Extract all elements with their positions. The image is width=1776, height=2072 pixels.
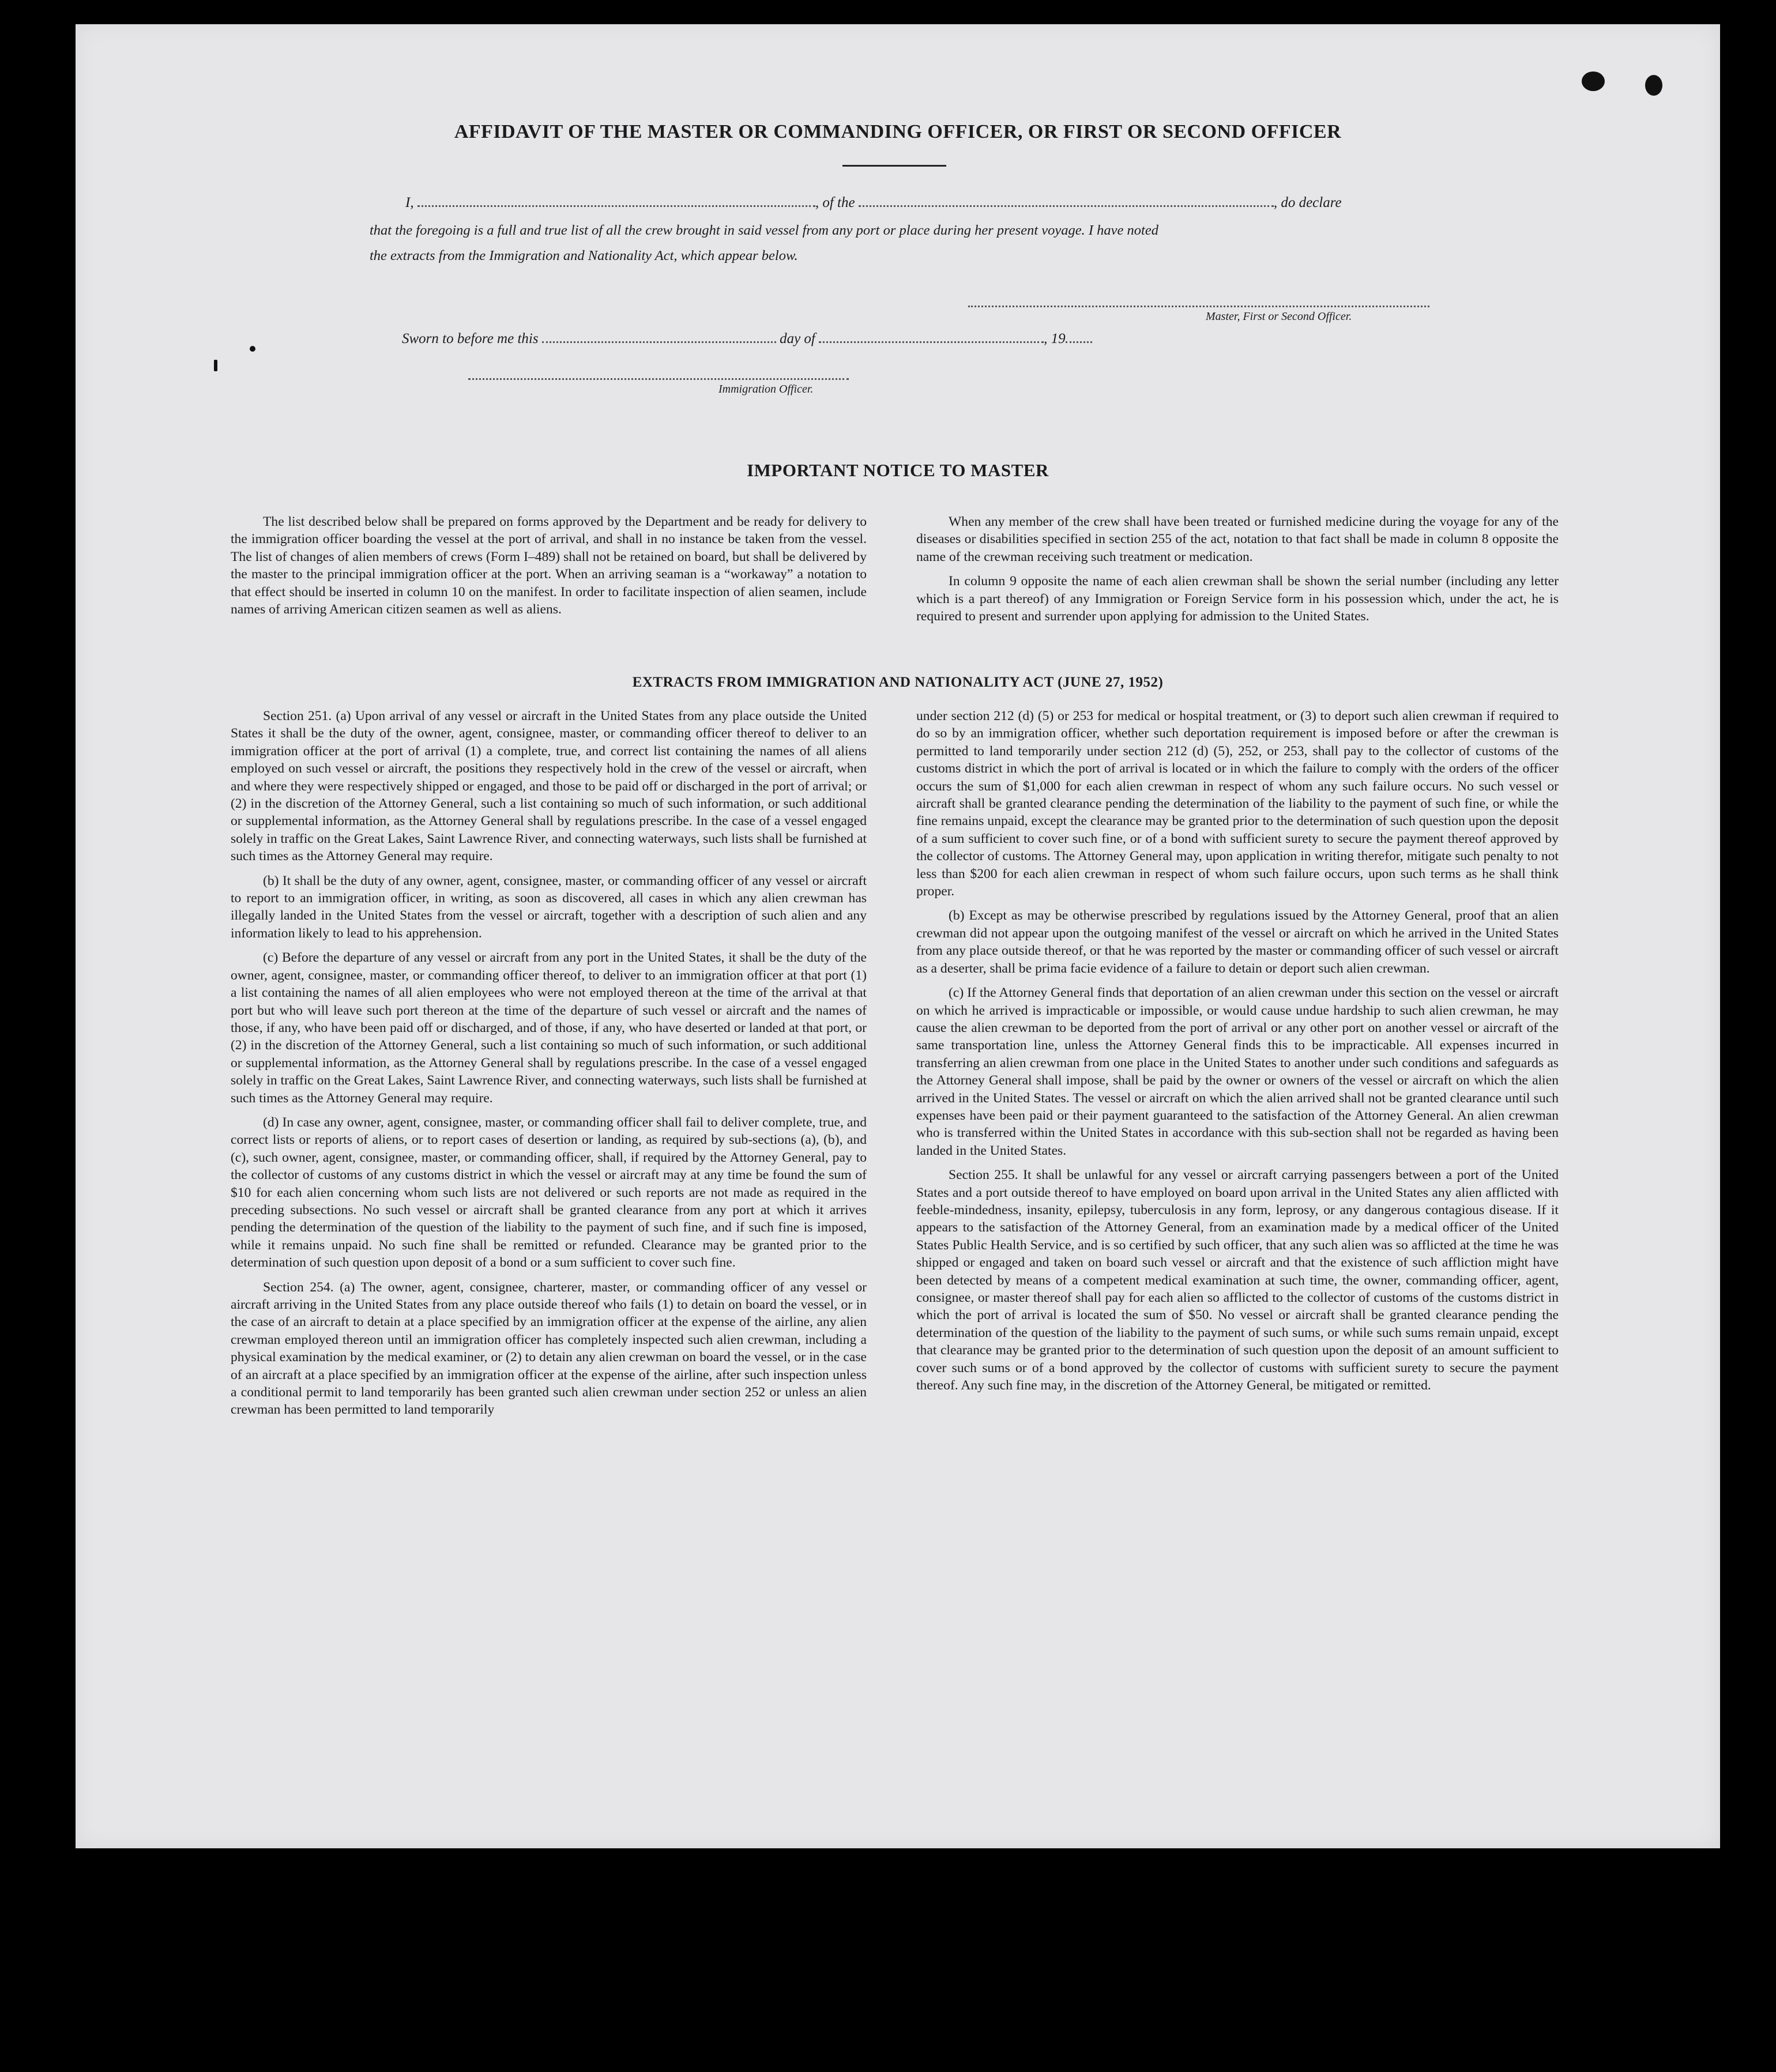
title-rule: [842, 165, 946, 167]
scan-speck: [214, 360, 217, 371]
vessel-name-blank[interactable]: [859, 203, 1274, 207]
sworn-year-blank[interactable]: [1066, 339, 1092, 343]
section-254-a-continued: under section 212 (d) (5) or 253 for medical or hospital treatment, or (3) to deport such alien crewman if required to do so by an immigration officer, whether such deportation requirement is imposed before or after the crewman is permitted to land temporarily under section 212 (d) (5), 252, or 253, shall pay to the collector of customs of the customs district in which the port of arrival is located or in which the failure to comply with the orders of the officer occurs the sum of $1,000 for each alien crewman in respect of whom any such failure occurs. No such vessel or aircraft shall be granted clearance pending the determination of the liability to the payment of such fine, or while the fine remains unpaid, except the clearance may be granted prior to the determination of such question upon the deposit of a sum sufficient to cover such fine, or of a bond with sufficient surety to secure the payment thereof approved by the collector of customs. The Attorney General may, upon application in writing therefor, mitigate such penalty to not less than $200 for each alien crewman in respect of whom such failure occurs, upon such terms as he shall think proper.: [916, 709, 1559, 899]
section-255: Section 255. It shall be unlawful for any vessel or aircraft carrying passengers between a port of the United States and a port outside thereof to have employed on board upon arrival in the United States any alien afflicted with feeble-mindedness, insanity, epilepsy, tuberculosis in any form, leprosy, or any dangerous contagious disease. If it appears to the satisfaction of the Attorney General, from an examination made by a medical officer of the United States Public Health Service, and is so certified by such officer, that any such alien was so afflicted at the time he was shipped or engaged and taken on board such vessel or aircraft and that the existence of such affliction might have been detected by means of a competent medical examination at such time, the owner, commanding officer, agent, consignee, or master thereof shall pay for each alien so afflicted to the collector of customs of the customs district in which the port of arrival is located the sum of $50. No vessel or aircraft shall be granted clearance pending the determination of the question of the liability to the payment of such sums, or while such sums remain unpaid, except that clearance may be granted prior to the determination of such question upon the deposit of an amount sufficient to cover such sums or of a bond approved by the collector of customs with sufficient surety to secure the payment thereof. Any such fine may, in the discretion of the Attorney General, be mitigated or remitted.: [916, 1167, 1559, 1393]
officer-signature-line[interactable]: [468, 378, 849, 380]
affidavit-line-1: [405, 195, 1342, 211]
do-declare-label: , do declare: [1273, 195, 1342, 210]
sworn-label: Sworn to before me this: [402, 331, 539, 346]
sworn-line: [402, 331, 1092, 347]
notice-left-column: [231, 513, 867, 618]
year-label: , 19: [1044, 331, 1066, 346]
section-251-d: (d) In case any owner, agent, consignee, master, or commanding officer shall fail to deliver complete, true, and correct lists or reports of aliens, or to report cases of desertion or landing, as required by sub-sections (a), (b), and (c), such owner, agent, consignee, master, or commanding officer, shall, if required by the Attorney General, pay to the collector of customs of any customs district in which the vessel or aircraft may at any time be found the sum of $10 for each alien concerning whom such lists are not delivered or such reports are not made as required in the preceding subsections. No such vessel or aircraft shall be granted clearance from any port at which it arrives pending the determination of the question of the liability to the payment of such fine, and if such fine is imposed, while it remains unpaid. No such fine shall be remitted or refunded. Clearance may be granted prior to the determination of such question upon deposit of a bond or a sum sufficient to cover such fine.: [231, 1114, 867, 1271]
declarant-name-blank[interactable]: [417, 203, 815, 207]
master-caption: Master, First or Second Officer.: [1206, 310, 1352, 323]
section-254-b: (b) Except as may be otherwise prescribed by regulations issued by the Attorney General, proof that an alien crewman did not appear upon the outgoing manifest of the vessel or aircraft on which he arrived in the United States from any place outside thereof, or that he was reported by the master or commanding officer of such vessel or aircraft as a deserter, shall be prima facie evidence of a failure to detain or deport such alien crewman.: [916, 908, 1559, 976]
master-signature-line[interactable]: [968, 306, 1429, 307]
notice-right-paragraph-2: In column 9 opposite the name of each alien crewman shall be shown the serial number (including any letter which is a part thereof) of any Immigration or Foreign Service form in his possession which, under the act, he is required to present and surrender upon applying for admission to the United States.: [916, 574, 1559, 624]
affidavit-line-3: the extracts from the Immigration and Nationality Act, which appear below.: [370, 248, 798, 263]
extracts-right-column: [916, 707, 1559, 1394]
notice-title: IMPORTANT NOTICE TO MASTER: [747, 460, 1049, 480]
of-the-label: , of the: [815, 195, 855, 210]
section-254-c: (c) If the Attorney General finds that deportation of an alien crewman under this section on the vessel or aircraft on which he arrived is impracticable or impossible, or would cause undue hardship to such alien crewman, he may cause the alien crewman to be deported from the port of arrival or any other port on another vessel or aircraft of the same transportation line, unless the Attorney General finds this to be impracticable. All expenses incurred in transferring an alien crewman from one place in the United States to another under such conditions and safeguards as the Attorney General shall impose, shall be paid by the owner or owners of the vessel or aircraft on which the alien arrived in the United States. The vessel or aircraft on which the alien arrived shall not be granted clearance until such expenses have been paid or their payment guaranteed to the satisfaction of the Attorney General. An alien crewman who is transferred within the United States in accordance with this sub-section shall not be regarded as having been landed in the United States.: [916, 985, 1559, 1158]
notice-left-paragraph: The list described below shall be prepared on forms approved by the Department and be ready for delivery to the immigration officer boarding the vessel at the port of arrival, and shall in no instance be taken from the vessel. The list of changes of alien members of crews (Form I–489) shall not be retained on board, but shall be delivered by the master to the principal immigration officer at the port. When an arriving seaman is a “workaway” a notation to that effect should be inserted in column 10 on the manifest. In order to facilitate inspection of alien seamen, include names of arriving American citizen seamen as well as aliens.: [231, 514, 867, 617]
document-page: [76, 24, 1720, 1848]
scan-speck: [1645, 75, 1662, 96]
extracts-left-column: [231, 707, 867, 1419]
scan-speck: [250, 346, 255, 352]
sworn-month-blank[interactable]: [819, 339, 1044, 343]
day-of-label: day of: [780, 331, 815, 346]
sworn-day-blank[interactable]: [542, 339, 776, 343]
section-254-a: Section 254. (a) The owner, agent, consignee, charterer, master, or commanding officer of any vessel or aircraft arriving in the United States from any place outside thereof who fails (1) to detain on board the vessel, or in the case of an aircraft to detain at a place specified by an immigration officer at the expense of the airline, any alien crewman employed thereon until an immigration officer has completely inspected such alien crewman, including a physical examination by the medical examiner, or (2) to detain any alien crewman on board the vessel, or in the case of an aircraft at a place specified by an immigration officer at the expense of the airline, after such inspection unless a conditional permit to land temporarily has been granted such alien crewman under section 252 or unless an alien crewman has been permitted to land temporarily: [231, 1279, 867, 1418]
scan-speck: [1582, 71, 1605, 91]
section-251-c: (c) Before the departure of any vessel or aircraft from any port in the United States, it shall be the duty of the owner, agent, consignee, master, or commanding officer thereof, to deliver to an immigration officer at that port (1) a list containing the names of all alien employees who were not employed thereon at the time of the arrival at that port but who will leave such port thereon at the time of the departure of such vessel or aircraft and the names of those, if any, who have been paid off or discharged, and of those, if any, who have deserted or landed at that port, or (2) in the discretion of the Attorney General, such a list containing so much of such information, or such additional or supplemental information, as the Attorney General shall by regulations prescribe. In the case of a vessel engaged solely in traffic on the Great Lakes, Saint Lawrence River, and connecting waterways, such lists shall be furnished at such times as the Attorney General may require.: [231, 950, 867, 1106]
notice-right-paragraph-1: When any member of the crew shall have been treated or furnished medicine during the voyage for any of the diseases or disabilities specified in section 255 of the act, notation to that fact shall be made in column 8 opposite the name of the crewman receiving such treatment or medication.: [916, 514, 1559, 564]
section-251-a: Section 251. (a) Upon arrival of any vessel or aircraft in the United States from any place outside the United States it shall be the duty of the owner, agent, consignee, master, or commanding officer thereof to deliver to an immigration officer at the port of arrival (1) a complete, true, and correct list containing the names of all aliens employed on such vessel or aircraft, the positions they respectively hold in the crew of the vessel or aircraft, when and where they were respectively shipped or engaged, and those to be paid off or discharged in the port of arrival; or (2) in the discretion of the Attorney General, such a list containing so much of such information, or such additional or supplemental information, as the Attorney General shall by regulations prescribe. In the case of a vessel engaged solely in traffic on the Great Lakes, Saint Lawrence River, and connecting waterways, such lists shall be furnished at such times as the Attorney General may require.: [231, 709, 867, 864]
affidavit-title: AFFIDAVIT OF THE MASTER OR COMMANDING OFFICER, OR FIRST OR SECOND OFFICER: [454, 121, 1342, 142]
notice-right-column: [916, 513, 1559, 625]
declarant-label: I,: [405, 195, 414, 210]
affidavit-line-2: that the foregoing is a full and true list of all the crew brought in said vessel from any port or place during her present voyage. I have noted: [370, 223, 1158, 238]
officer-caption: Immigration Officer.: [718, 383, 814, 395]
extracts-title: EXTRACTS FROM IMMIGRATION AND NATIONALITY ACT (JUNE 27, 1952): [632, 675, 1164, 690]
section-251-b: (b) It shall be the duty of any owner, agent, consignee, master, or commanding officer of any vessel or aircraft to report to an immigration officer, in writing, as soon as discovered, all cases in which any alien crewman has illegally landed in the United States from the vessel or aircraft, together with a description of such alien and any information likely to lead to his apprehension.: [231, 873, 867, 941]
